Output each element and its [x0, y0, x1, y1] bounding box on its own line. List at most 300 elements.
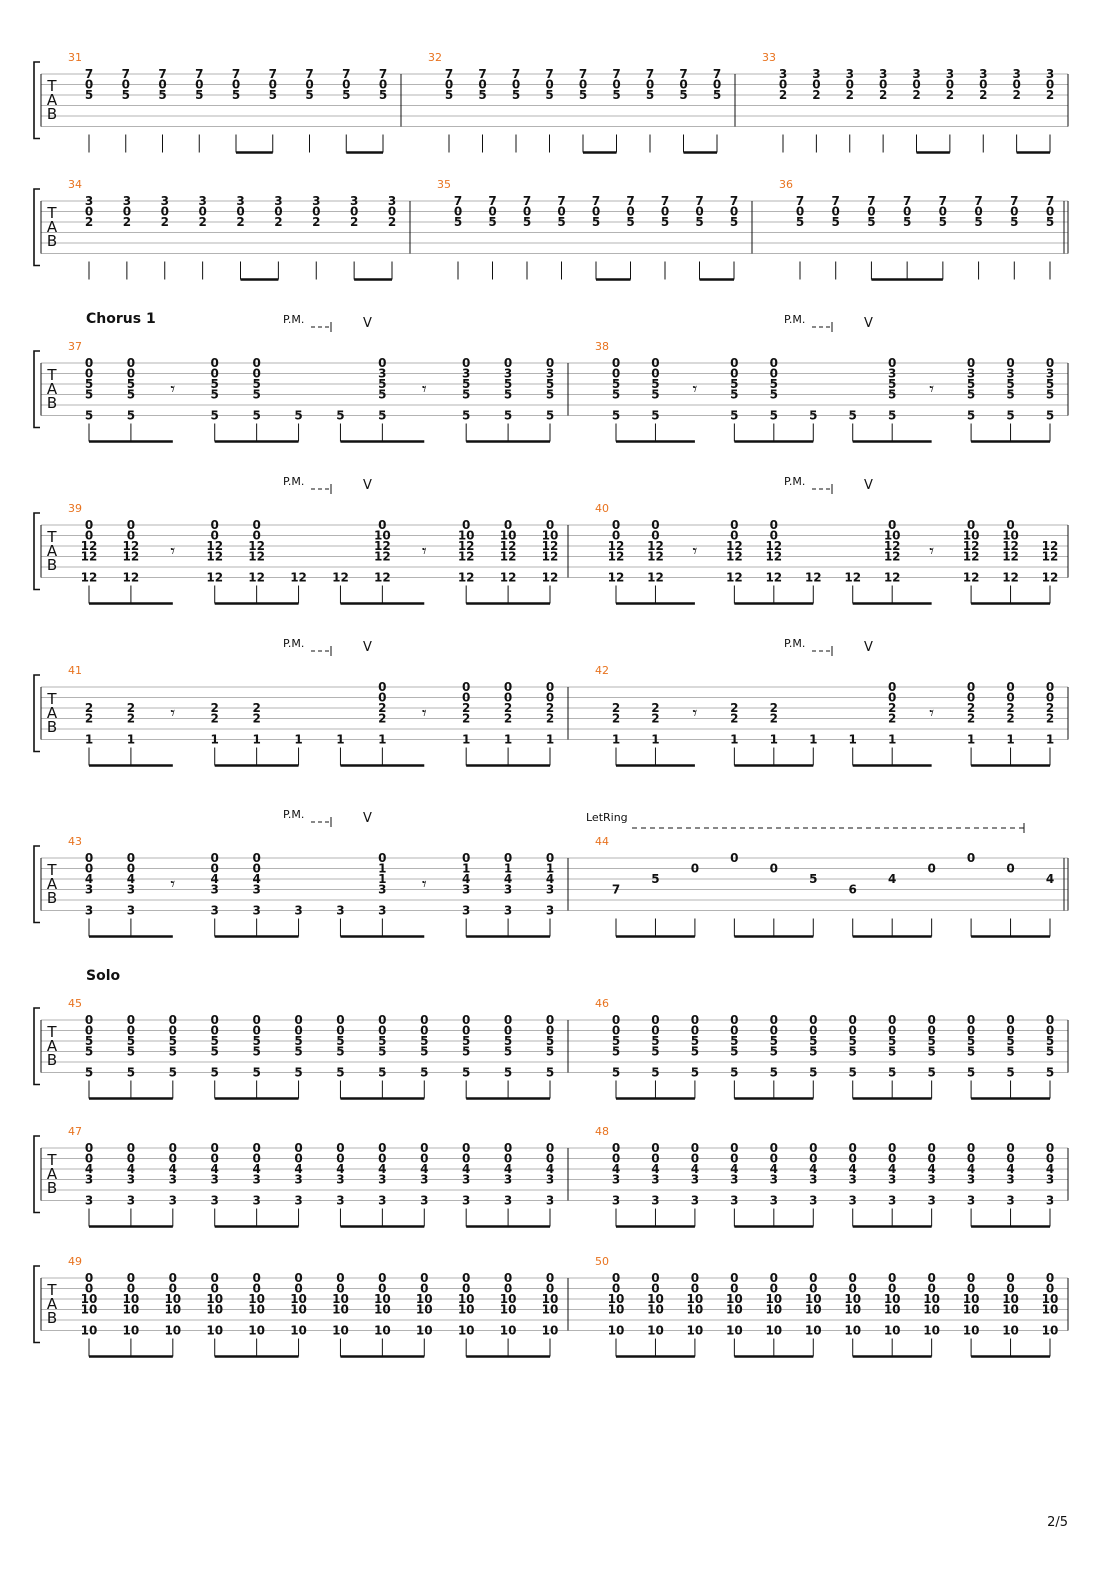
fret-number: 7 [795, 194, 805, 208]
fret-number: 4 [252, 1162, 261, 1176]
fret-number: 0 [927, 1151, 936, 1166]
fret-number: 3 [888, 1172, 897, 1187]
fret-number: 10 [290, 1302, 307, 1317]
fret-number: 2 [769, 711, 778, 726]
fret-number: 12 [1002, 549, 1019, 564]
fret-number: 0 [545, 680, 555, 694]
fret-number: 4 [126, 1162, 136, 1176]
fret-number: 0 [809, 1023, 818, 1038]
fret-number: 5 [545, 377, 555, 391]
fret-number: 10 [923, 1323, 940, 1338]
fret-number: 12 [122, 539, 140, 553]
fret-number: 0 [274, 204, 283, 219]
fret-number: 10 [844, 1302, 862, 1317]
fret-number: 0 [336, 1281, 345, 1296]
fret-number: 12 [457, 570, 475, 585]
fret-number: 2 [274, 215, 283, 229]
fret-number: 3 [462, 882, 471, 897]
fret-number: 5 [651, 377, 660, 391]
fret-number: 0 [294, 1013, 303, 1027]
fret-number: 2 [312, 215, 321, 229]
fret-number: 0 [84, 1141, 94, 1155]
fret-number: 10 [765, 1323, 783, 1338]
fret-number: 0 [651, 366, 660, 381]
fret-number: 1 [252, 732, 261, 747]
fret-number: 0 [336, 1151, 345, 1166]
fret-number: 7 [84, 67, 94, 81]
fret-number: 0 [848, 1023, 857, 1038]
fret-number: 0 [210, 861, 219, 876]
fret-number: 5 [252, 1065, 261, 1080]
fret-number: 0 [812, 77, 821, 92]
fret-number: 0 [210, 1271, 219, 1285]
eighth-rest: 𝄾 [929, 541, 935, 562]
fret-number: 3 [462, 1193, 471, 1208]
fret-number: 4 [888, 1162, 897, 1176]
fret-number: 5 [503, 377, 513, 391]
fret-number: 0 [730, 1141, 739, 1155]
fret-number: 2 [878, 88, 888, 102]
fret-number: 0 [126, 518, 136, 532]
fret-number: 0 [378, 680, 387, 694]
fret-number: 0 [84, 1271, 94, 1285]
fret-number: 0 [626, 204, 635, 219]
fret-number: 2 [160, 215, 169, 229]
fret-number: 5 [210, 1044, 219, 1059]
fret-number: 10 [962, 528, 980, 543]
fret-number: 0 [730, 1271, 739, 1285]
fret-number: 0 [809, 1271, 818, 1285]
fret-number: 0 [252, 1281, 261, 1296]
fret-number: 0 [902, 204, 912, 219]
fret-number: 0 [168, 1013, 177, 1027]
fret-number: 0 [252, 518, 261, 532]
fret-number: 5 [927, 1065, 936, 1080]
measure-number: 34 [68, 178, 82, 191]
system-bracket [34, 675, 40, 752]
fret-number: 0 [545, 1151, 555, 1166]
fret-number: 12 [499, 570, 517, 585]
fret-number: 0 [651, 1281, 660, 1296]
fret-number: 0 [1045, 1023, 1055, 1038]
fret-number: 6 [848, 882, 857, 897]
fret-number: 10 [883, 1292, 901, 1306]
fret-number: 12 [1002, 570, 1019, 585]
fret-number: 0 [84, 1023, 94, 1038]
measure-number: 49 [68, 1255, 82, 1268]
fret-number: 0 [1006, 1013, 1015, 1027]
fret-number: 7 [305, 67, 314, 81]
fret-number: 0 [294, 1023, 303, 1038]
fret-number: 0 [336, 1013, 345, 1027]
fret-number: 4 [168, 1162, 177, 1176]
fret-number: 3 [503, 1193, 513, 1208]
tab-clef-letter: B [46, 718, 58, 736]
fret-number: 0 [966, 1141, 976, 1155]
fret-number: 0 [845, 77, 854, 92]
fret-number: 10 [923, 1302, 940, 1317]
fret-number: 4 [84, 1162, 94, 1176]
fret-number: 3 [126, 882, 136, 897]
fret-number: 0 [378, 851, 387, 865]
measure-number: 35 [437, 178, 451, 191]
fret-number: 10 [804, 1323, 822, 1338]
fret-number: 0 [545, 77, 554, 92]
measure-number: 42 [595, 664, 609, 677]
fret-number: 5 [690, 1034, 700, 1048]
fret-number: 7 [557, 194, 566, 208]
fret-number: 4 [210, 872, 219, 886]
fret-number: 0 [503, 690, 513, 705]
fret-number: 5 [126, 387, 136, 402]
fret-number: 1 [730, 732, 739, 747]
fret-number: 10 [1041, 1302, 1059, 1317]
fret-number: 4 [1006, 1162, 1015, 1176]
fret-number: 4 [462, 872, 471, 886]
fret-number: 0 [730, 1151, 739, 1166]
fret-number: 4 [462, 1162, 471, 1176]
fret-number: 3 [812, 67, 821, 81]
fret-number: 5 [1045, 387, 1055, 402]
fret-number: 0 [84, 518, 94, 532]
fret-number: 3 [611, 1172, 621, 1187]
tab-system [34, 1255, 1068, 1357]
fret-number: 0 [252, 861, 261, 876]
fret-number: 0 [84, 366, 94, 381]
fret-number: 0 [387, 204, 397, 219]
fret-number: 5 [848, 1044, 857, 1059]
fret-number: 12 [883, 570, 901, 585]
fret-number: 0 [126, 1151, 136, 1166]
fret-number: 0 [462, 1023, 471, 1038]
fret-number: 3 [927, 1172, 936, 1187]
fret-number: 2 [769, 701, 778, 715]
fret-number: 5 [1045, 1044, 1055, 1059]
fret-number: 5 [168, 1034, 177, 1048]
fret-number: 0 [809, 1151, 818, 1166]
fret-number: 2 [236, 215, 245, 229]
fret-number: 12 [332, 570, 349, 585]
eighth-rest: 𝄾 [692, 379, 698, 400]
fret-number: 10 [1002, 1292, 1019, 1306]
fret-number: 2 [462, 701, 471, 715]
fret-number: 7 [626, 194, 635, 208]
fret-number: 0 [611, 518, 621, 532]
fret-number: 10 [80, 1302, 98, 1317]
system-bracket [34, 351, 40, 428]
fret-number: 5 [730, 1065, 739, 1080]
tab-clef-letter: T [47, 1023, 57, 1041]
fret-number: 2 [252, 701, 261, 715]
fret-number: 0 [1006, 1141, 1015, 1155]
fret-number: 7 [444, 67, 454, 81]
fret-number: 5 [888, 1065, 897, 1080]
fret-number: 1 [126, 732, 136, 747]
fret-number: 0 [126, 1271, 136, 1285]
fret-number: 3 [84, 882, 94, 897]
fret-number: 5 [888, 1044, 897, 1059]
fret-number: 0 [84, 851, 94, 865]
fret-number: 10 [457, 1292, 475, 1306]
fret-number: 5 [453, 215, 463, 229]
fret-number: 0 [503, 680, 513, 694]
tab-clef-letter: B [46, 1309, 58, 1327]
tab-system [34, 1125, 1068, 1227]
fret-number: 5 [888, 377, 897, 391]
fret-number: 5 [84, 377, 94, 391]
tab-clef-letter: T [47, 1281, 57, 1299]
fret-number: 4 [503, 1162, 513, 1176]
fret-number: 12 [541, 570, 559, 585]
fret-number: 5 [503, 387, 513, 402]
fret-number: 4 [1045, 1162, 1055, 1176]
fret-number: 4 [651, 1162, 660, 1176]
fret-number: 0 [651, 518, 660, 532]
fret-number: 2 [611, 711, 621, 726]
fret-number: 0 [809, 1013, 818, 1027]
tab-clef-letter: T [47, 1151, 57, 1169]
fret-number: 2 [126, 701, 136, 715]
fret-number: 0 [730, 528, 739, 543]
fret-number: 1 [210, 732, 219, 747]
fret-number: 0 [848, 1141, 857, 1155]
fret-number: 3 [878, 67, 888, 81]
tab-clef-letter: A [46, 1037, 58, 1055]
fret-number: 5 [126, 408, 136, 423]
tab-clef-letter: T [47, 861, 57, 879]
fret-number: 10 [415, 1302, 433, 1317]
fret-number: 2 [778, 88, 788, 102]
system-bracket [34, 1266, 40, 1343]
fret-number: 0 [252, 1151, 261, 1166]
fret-number: 2 [84, 701, 94, 715]
fret-number: 0 [503, 356, 513, 370]
fret-number: 0 [462, 1141, 471, 1155]
fret-number: 5 [252, 1044, 261, 1059]
fret-number: 12 [290, 570, 307, 585]
fret-number: 10 [541, 528, 559, 543]
fret-number: 0 [1045, 77, 1055, 92]
fret-number: 5 [651, 872, 660, 886]
fret-number: 0 [888, 1141, 897, 1155]
fret-number: 5 [1006, 408, 1015, 423]
eighth-rest: 𝄾 [170, 874, 176, 895]
fret-number: 0 [769, 1151, 778, 1166]
fret-number: 5 [252, 1034, 261, 1048]
fret-number: 5 [679, 88, 688, 102]
fret-number: 0 [545, 1141, 555, 1155]
fret-number: 10 [726, 1302, 743, 1317]
fret-number: 0 [690, 1271, 700, 1285]
fret-number: 3 [1045, 1172, 1055, 1187]
fret-number: 0 [444, 77, 454, 92]
fret-number: 5 [809, 1034, 818, 1048]
fret-number: 3 [294, 1172, 303, 1187]
measure-number: 43 [68, 835, 82, 848]
fret-number: 5 [769, 1034, 778, 1048]
fret-number: 0 [651, 1023, 660, 1038]
fret-number: 0 [511, 77, 521, 92]
fret-number: 5 [902, 215, 912, 229]
measure-number: 31 [68, 51, 82, 64]
tab-clef-letter: B [46, 394, 58, 412]
fret-number: 5 [651, 408, 660, 423]
fret-number: 0 [462, 851, 471, 865]
fret-number: 0 [611, 1013, 621, 1027]
fret-number: 5 [730, 408, 739, 423]
fret-number: 3 [252, 903, 261, 918]
fret-number: 3 [294, 903, 303, 918]
fret-number: 0 [378, 1013, 387, 1027]
fret-number: 5 [503, 1044, 513, 1059]
fret-number: 3 [809, 1172, 818, 1187]
tab-clef-letter: T [47, 204, 57, 222]
fret-number: 10 [647, 1292, 664, 1306]
fret-number: 0 [378, 690, 387, 705]
fret-number: 0 [462, 356, 471, 370]
fret-number: 7 [545, 67, 554, 81]
fret-number: 0 [84, 1151, 94, 1166]
fret-number: 7 [121, 67, 130, 81]
fret-number: 3 [252, 1172, 261, 1187]
fret-number: 1 [966, 732, 976, 747]
fret-number: 10 [248, 1323, 265, 1338]
fret-number: 0 [198, 204, 207, 219]
fret-number: 2 [730, 711, 739, 726]
fret-number: 4 [252, 872, 261, 886]
fret-number: 12 [647, 549, 664, 564]
fret-number: 10 [499, 1302, 517, 1317]
fret-number: 7 [591, 194, 601, 208]
fret-number: 3 [848, 1172, 857, 1187]
fret-number: 5 [769, 387, 778, 402]
fret-number: 0 [809, 1141, 818, 1155]
fret-number: 5 [462, 1044, 471, 1059]
section-heading: Solo [86, 968, 121, 984]
fret-number: 0 [84, 861, 94, 876]
fret-number: 10 [499, 1292, 517, 1306]
fret-number: 1 [651, 732, 660, 747]
fret-number: 1 [1006, 732, 1015, 747]
downstroke-mark: V [864, 640, 873, 655]
fret-number: 10 [80, 1323, 98, 1338]
fret-number: 0 [888, 1023, 897, 1038]
fret-number: 5 [612, 88, 621, 102]
fret-number: 5 [378, 1044, 387, 1059]
fret-number: 5 [121, 88, 130, 102]
fret-number: 5 [522, 215, 532, 229]
fret-number: 3 [252, 1193, 261, 1208]
fret-number: 3 [611, 1193, 621, 1208]
fret-number: 5 [462, 1065, 471, 1080]
fret-number: 10 [374, 1323, 391, 1338]
fret-number: 0 [126, 528, 136, 543]
fret-number: 5 [611, 387, 621, 402]
palm-mute-label: P.M. [283, 313, 305, 326]
fret-number: 5 [645, 88, 655, 102]
fret-number: 7 [488, 194, 497, 208]
fret-number: 12 [457, 539, 475, 553]
fret-number: 0 [927, 1281, 936, 1296]
fret-number: 5 [252, 408, 261, 423]
fret-number: 0 [545, 1023, 555, 1038]
fret-number: 7 [511, 67, 521, 81]
fret-number: 0 [1006, 1271, 1015, 1285]
system-bracket [34, 189, 40, 266]
fret-number: 0 [168, 1023, 177, 1038]
fret-number: 1 [336, 732, 345, 747]
fret-number: 5 [1045, 377, 1055, 391]
fret-number: 0 [769, 1013, 778, 1027]
fret-number: 5 [252, 387, 261, 402]
fret-number: 5 [611, 408, 621, 423]
fret-number: 10 [1002, 528, 1019, 543]
fret-number: 5 [927, 1034, 936, 1048]
fret-number: 3 [336, 903, 345, 918]
tab-system [34, 475, 1068, 604]
fret-number: 10 [415, 1292, 433, 1306]
fret-number: 5 [578, 88, 588, 102]
fret-number: 4 [294, 1162, 303, 1176]
fret-number: 5 [503, 408, 513, 423]
fret-number: 0 [168, 1141, 177, 1155]
fret-number: 5 [378, 387, 387, 402]
fret-number: 0 [945, 77, 955, 92]
eighth-rest: 𝄾 [421, 703, 427, 724]
fret-number: 4 [809, 1162, 818, 1176]
fret-number: 0 [1045, 1271, 1055, 1285]
fret-number: 0 [236, 204, 245, 219]
fret-number: 5 [545, 387, 555, 402]
fret-number: 10 [80, 1292, 98, 1306]
fret-number: 5 [1045, 408, 1055, 423]
fret-number: 0 [769, 366, 778, 381]
fret-number: 2 [462, 711, 471, 726]
fret-number: 5 [378, 1065, 387, 1080]
fret-number: 2 [966, 711, 976, 726]
fret-number: 5 [126, 1034, 136, 1048]
fret-number: 10 [765, 1302, 783, 1317]
fret-number: 0 [84, 1281, 94, 1296]
tab-clef-letter: A [46, 218, 58, 236]
fret-number: 0 [268, 77, 277, 92]
fret-number: 0 [769, 1023, 778, 1038]
fret-number: 0 [210, 1013, 219, 1027]
fret-number: 10 [541, 1292, 559, 1306]
fret-number: 5 [84, 1034, 94, 1048]
fret-number: 0 [1006, 861, 1015, 876]
fret-number: 5 [848, 1034, 857, 1048]
fret-number: 0 [378, 1023, 387, 1038]
tab-clef-letter: A [46, 542, 58, 560]
fret-number: 0 [210, 366, 219, 381]
fret-number: 0 [160, 204, 169, 219]
eighth-rest: 𝄾 [170, 703, 176, 724]
fret-number: 3 [730, 1172, 739, 1187]
fret-number: 2 [979, 88, 988, 102]
fret-number: 7 [342, 67, 351, 81]
fret-number: 0 [503, 518, 513, 532]
fret-number: 0 [912, 77, 921, 92]
fret-number: 0 [294, 1141, 303, 1155]
eighth-rest: 𝄾 [929, 703, 935, 724]
fret-number: 2 [545, 701, 555, 715]
fret-number: 7 [1010, 194, 1019, 208]
fret-number: 5 [503, 1034, 513, 1048]
fret-number: 0 [888, 1281, 897, 1296]
fret-number: 12 [499, 549, 517, 564]
fret-number: 5 [478, 88, 487, 102]
